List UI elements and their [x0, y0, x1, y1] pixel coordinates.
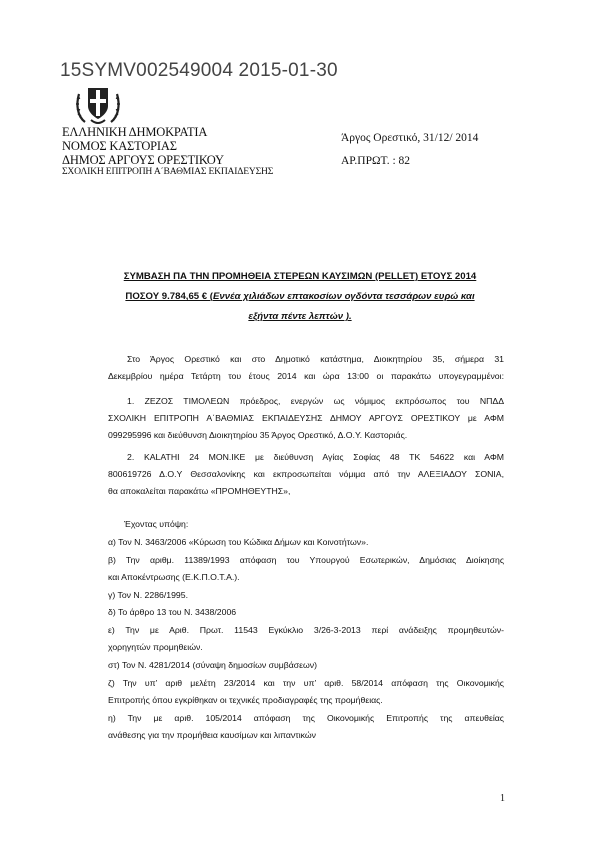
- document-watermark: 15SYMV002549004 2015-01-30: [60, 60, 338, 81]
- ref-h-line-1: η) Την με αριθ. 105/2014 απόφαση της Οικονομικής Επιτροπής της απευθείας: [108, 713, 504, 723]
- amount-in-words: Εννέα χιλιάδων επτακοσίων ογδόντα τεσσάρων ευρώ και: [213, 291, 475, 302]
- party-1-line-1: 1. ΖΕΖΟΣ ΤΙΜΟΛΕΩΝ πρόεδρος, ενεργών ως νόμιμος εκπρόσωπος του ΝΠΔΔ: [127, 396, 504, 406]
- contract-amount: ΠΟΣΟΥ 9.784,65 € (: [125, 291, 214, 302]
- ref-c: γ) Τον Ν. 2286/1995.: [108, 590, 189, 600]
- header-org-line-3: ΔΗΜΟΣ ΑΡΓΟΥΣ ΟΡΕΣΤΙΚΟΥ: [62, 153, 224, 167]
- contract-title-line-3: [60, 307, 540, 327]
- ref-st: στ) Τον Ν. 4281/2014 (σύναψη δημοσίων συμβάσεων): [108, 660, 318, 670]
- party-2-line-3: θα αποκαλείται παρακάτω «ΠΡΟΜΗΘΕΥΤΗΣ»,: [108, 486, 291, 496]
- party-2-line-2: 800619726 Δ.Ο.Υ Θεσσαλονίκης και εκπροσωπείται νόμιμα από την ΑΛΕΞΙΑΔΟΥ ΣΟΝΙΑ,: [108, 469, 504, 479]
- ref-e-line-2: χορηγητών προμηθειών.: [108, 642, 203, 652]
- place-date: Άργος Ορεστικό, 31/12/ 2014: [341, 132, 479, 144]
- greek-coat-of-arms-icon: [75, 82, 121, 126]
- ref-e-line-1: ε) Την με Αριθ. Πρωτ. 11543 Εγκύκλιο 3/26-3-2013 περί ανάδειξης προμηθευτών-: [108, 625, 504, 635]
- protocol-number: ΑΡ.ΠΡΩΤ. : 82: [341, 155, 411, 167]
- intro-line-1: Στο Άργος Ορεστικό και στο Δημοτικό κατάστημα, Διοικητηρίου 35, σήμερα 31: [127, 354, 504, 364]
- ref-z-line-2: Επιτροπής όπου εγκρίθηκαν οι τεχνικές προδιαγραφές της προμήθειας.: [108, 695, 383, 705]
- ref-b-line-2: και Αποκέντρωσης (Ε.Κ.Π.Ο.Τ.Α.).: [108, 572, 240, 582]
- ref-d: δ) Το άρθρο 13 του Ν. 3438/2006: [108, 607, 237, 617]
- considering-heading: Έχοντας υπόψη:: [124, 519, 189, 529]
- party-1-line-3: 099295996 και διεύθυνση Διοικητηρίου 35 Άργος Ορεστικό, Δ.Ο.Υ. Καστοριάς.: [108, 430, 408, 440]
- ref-h-line-2: ανάθεσης για την προμήθεια καυσίμων και λιπαντικών: [108, 730, 316, 740]
- contract-title-line-1: ΣΥΜΒΑΣΗ ΠΑ ΤΗΝ ΠΡΟΜΗΘΕΙΑ ΣΤΕΡΕΩΝ ΚΑΥΣΙΜΩΝ (PELLET) ΕΤΟΥΣ 2014: [123, 271, 477, 282]
- party-1-line-2: ΣΧΟΛΙΚΗ ΕΠΙΤΡΟΠΗ Α΄ΒΑΘΜΙΑΣ ΕΚΠΑΙΔΕΥΣΗΣ ΔΗΜΟΥ ΑΡΓΟΥΣ ΟΡΕΣΤΙΚΟΥ με ΑΦΜ: [108, 413, 504, 423]
- header-org-line-1: ΕΛΛΗΝΙΚΗ ΔΗΜΟΚΡΑΤΙΑ: [62, 125, 208, 139]
- party-2-line-1: 2. KALATHI 24 ΜΟΝ.ΙΚΕ με διεύθυνση Αγίας Σοφίας 48 ΤΚ 54622 και ΑΦΜ: [127, 452, 504, 462]
- header-org-line-2: ΝΟΜΟΣ ΚΑΣΤΟΡΙΑΣ: [62, 139, 177, 153]
- ref-b-line-1: β) Την αριθμ. 11389/1993 απόφαση του Υπουργού Εσωτερικών, Δημόσιας Διοίκησης: [108, 555, 504, 565]
- ref-z-line-1: ζ) Την υπ’ αριθ μελέτη 23/2014 και την υπ’ αριθ. 58/2014 απόφαση της Οικονομικής: [108, 678, 504, 688]
- amount-in-words-cont: εξήντα πέντε λεπτών ).: [248, 311, 352, 322]
- page-number: 1: [500, 793, 505, 804]
- contract-title-line-2: [60, 287, 540, 307]
- intro-line-2: Δεκεμβρίου ημέρα Τετάρτη του έτους 2014 και ώρα 13:00 οι παρακάτω υπογεγραμμένοι:: [108, 371, 504, 381]
- header-committee: ΣΧΟΛΙΚΗ ΕΠΙΤΡΟΠΗ Α΄ΒΑΘΜΙΑΣ ΕΚΠΑΙΔΕΥΣΗΣ: [62, 166, 274, 177]
- ref-a: α) Τον Ν. 3463/2006 «Κύρωση του Κώδικα Δήμων και Κοινοτήτων».: [108, 537, 369, 547]
